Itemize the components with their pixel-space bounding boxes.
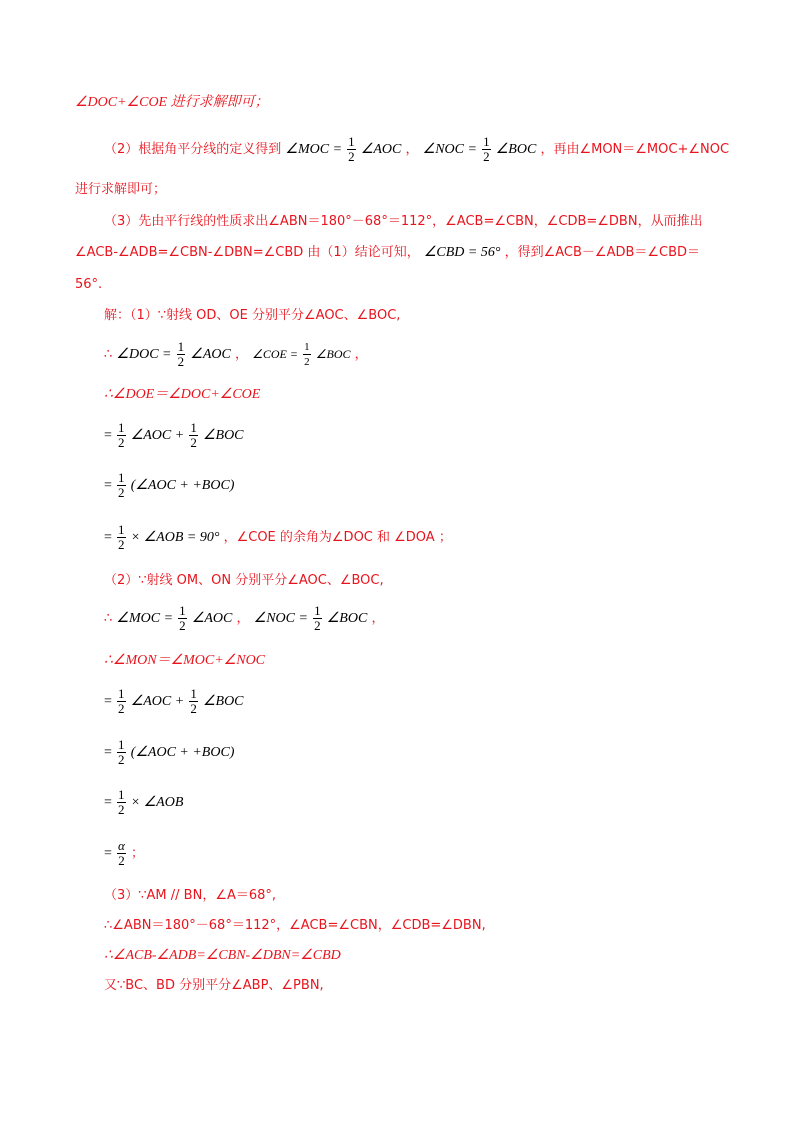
hint-line-5 bbox=[75, 243, 700, 263]
solution-2-eq-3: = $\frac{1}{2}$ × ∠AOB bbox=[104, 787, 184, 817]
fraction: $\frac{1}{2}$ bbox=[304, 341, 310, 368]
math-expr: ∠BOC bbox=[202, 428, 244, 443]
math-expr: ∠MOC = bbox=[116, 611, 174, 626]
solution-text: ∴∠ACB-∠ADB=∠CBN-∠DBN=∠CBD bbox=[104, 948, 341, 963]
math-expr: ∠CBD = 56° bbox=[423, 245, 501, 260]
solution-3-line-2 bbox=[104, 916, 486, 936]
solution-text: ∴∠ABN＝180°－68°＝112°，∠ACB=∠CBN，∠CDB=∠DBN, bbox=[104, 918, 486, 933]
solution-3-intro bbox=[104, 886, 276, 906]
solution-1-line-2: ∴ ∠DOC = $\frac{1}{2}$ ∠AOC ， ∠COE = $\frac{1}{2}$ ∠BOC ， bbox=[104, 339, 368, 369]
fraction: $\frac{1}{2}$ bbox=[118, 522, 125, 552]
math-expr: ∠AOC bbox=[190, 347, 231, 362]
solution-3-line-3 bbox=[104, 946, 341, 966]
hint-line-6 bbox=[75, 275, 102, 295]
math-expr: ∠DOC = bbox=[116, 347, 172, 362]
fraction: $\frac{1}{2}$ bbox=[179, 603, 186, 633]
solution-1-doe bbox=[104, 385, 260, 405]
hint-line-4 bbox=[104, 212, 703, 232]
fraction: $\frac{1}{2}$ bbox=[314, 603, 321, 633]
hint-text: ∠ACB-∠ADB=∠CBN-∠DBN=∠CBD 由（1）结论可知， bbox=[75, 245, 420, 260]
fraction: $\frac{1}{2}$ bbox=[348, 134, 355, 164]
fraction: $\frac{1}{2}$ bbox=[118, 420, 125, 450]
fraction: $\frac{1}{2}$ bbox=[483, 134, 490, 164]
solution-1-eq-1: = $\frac{1}{2}$ ∠AOC + $\frac{1}{2}$ ∠BOC bbox=[104, 420, 244, 450]
fraction: $\frac{1}{2}$ bbox=[190, 686, 197, 716]
fraction: $\frac{1}{2}$ bbox=[177, 339, 185, 369]
fraction: $\frac{1}{2}$ bbox=[118, 470, 125, 500]
hint-text: 进行求解即可； bbox=[75, 182, 167, 197]
math-expr: (∠AOC + +BOC) bbox=[130, 478, 235, 493]
hint-text: （2）根据角平分线的定义得到 bbox=[104, 142, 282, 157]
solution-2-eq-1: = $\frac{1}{2}$ ∠AOC + $\frac{1}{2}$ ∠BOC bbox=[104, 686, 244, 716]
solution-text: 又∵BC、BD 分别平分∠ABP、∠PBN, bbox=[104, 978, 324, 993]
fraction: $\frac{1}{2}$ bbox=[118, 737, 125, 767]
fraction: $\frac{1}{2}$ bbox=[118, 686, 125, 716]
math-expr: (∠AOC + +BOC) bbox=[130, 745, 235, 760]
hint-line-2: （2）根据角平分线的定义得到 ∠MOC = $\frac{1}{2}$ ∠AOC ， ∠NOC = $\frac{1}{2}$ ∠BOC ，再由∠MON＝∠MOC+∠NOC bbox=[104, 134, 730, 164]
solution-2-line-2: ∴ ∠MOC = $\frac{1}{2}$ ∠AOC ， ∠NOC = $\frac{1}{2}$ ∠BOC ， bbox=[104, 603, 385, 633]
hint-text: （3）先由平行线的性质求出∠ABN＝180°－68°＝112°，∠ACB=∠CBN，∠CDB=∠DBN，从而推出 bbox=[104, 214, 703, 229]
solution-1-intro bbox=[104, 306, 400, 326]
fraction: $\frac{\alpha}{2}$ bbox=[118, 838, 125, 868]
solution-2-intro bbox=[104, 571, 384, 591]
solution-2-eq-2: = $\frac{1}{2}$ (∠AOC + +BOC) bbox=[104, 737, 235, 767]
math-expr: ∠BOC bbox=[202, 694, 244, 709]
math-expr: ∠AOC + bbox=[130, 694, 185, 709]
hint-text: ，得到∠ACB－∠ADB＝∠CBD＝ bbox=[504, 245, 701, 260]
math-expr: ∠AOC + bbox=[130, 428, 185, 443]
math-expr: × ∠AOB = 90° bbox=[130, 530, 220, 545]
solution-text: 解：（1）∵射线 OD、OE 分别平分∠AOC、∠BOC, bbox=[104, 308, 401, 323]
hint-text: ，再由∠MON＝∠MOC+∠NOC bbox=[540, 142, 730, 157]
solution-text: （3）∵AM // BN，∠A＝68°, bbox=[104, 888, 277, 903]
solution-text: （2）∵射线 OM、ON 分别平分∠AOC、∠BOC, bbox=[104, 573, 384, 588]
solution-1-eq-3: = $\frac{1}{2}$ × ∠AOB = 90° ，∠COE 的余角为∠DOC 和 ∠DOA ； bbox=[104, 522, 452, 552]
solution-text: ∴∠MON＝∠MOC+∠NOC bbox=[104, 653, 266, 668]
math-expr: ∠BOC bbox=[495, 142, 537, 157]
solution-1-eq-2: = $\frac{1}{2}$ (∠AOC + +BOC) bbox=[104, 470, 235, 500]
hint-text: 56°. bbox=[75, 277, 103, 292]
solution-2-mon bbox=[104, 651, 265, 671]
math-expr: × ∠AOB bbox=[130, 795, 184, 810]
solution-3-line-4 bbox=[104, 976, 324, 996]
hint-text: ∠DOC+∠COE 进行求解即可； bbox=[75, 95, 269, 110]
math-expr: ∠NOC = bbox=[422, 142, 477, 157]
math-expr: ∠AOC bbox=[360, 142, 402, 157]
hint-line-1 bbox=[75, 93, 269, 113]
math-expr: ∠MOC = bbox=[285, 142, 343, 157]
fraction: $\frac{1}{2}$ bbox=[190, 420, 197, 450]
math-expr: ∠COE = bbox=[252, 347, 298, 361]
hint-line-3 bbox=[75, 180, 166, 200]
fraction: $\frac{1}{2}$ bbox=[118, 787, 125, 817]
math-expr: ∠BOC bbox=[326, 611, 368, 626]
solution-text: ∴∠DOE＝∠DOC+∠COE bbox=[104, 387, 261, 402]
math-expr: ∠BOC bbox=[315, 347, 351, 361]
solution-2-eq-4: = $\frac{\alpha}{2}$ ； bbox=[104, 838, 145, 868]
math-expr: ∠AOC bbox=[191, 611, 233, 626]
math-expr: ∠NOC = bbox=[253, 611, 308, 626]
solution-text: ，∠COE 的余角为∠DOC 和 ∠DOA ； bbox=[223, 530, 452, 545]
